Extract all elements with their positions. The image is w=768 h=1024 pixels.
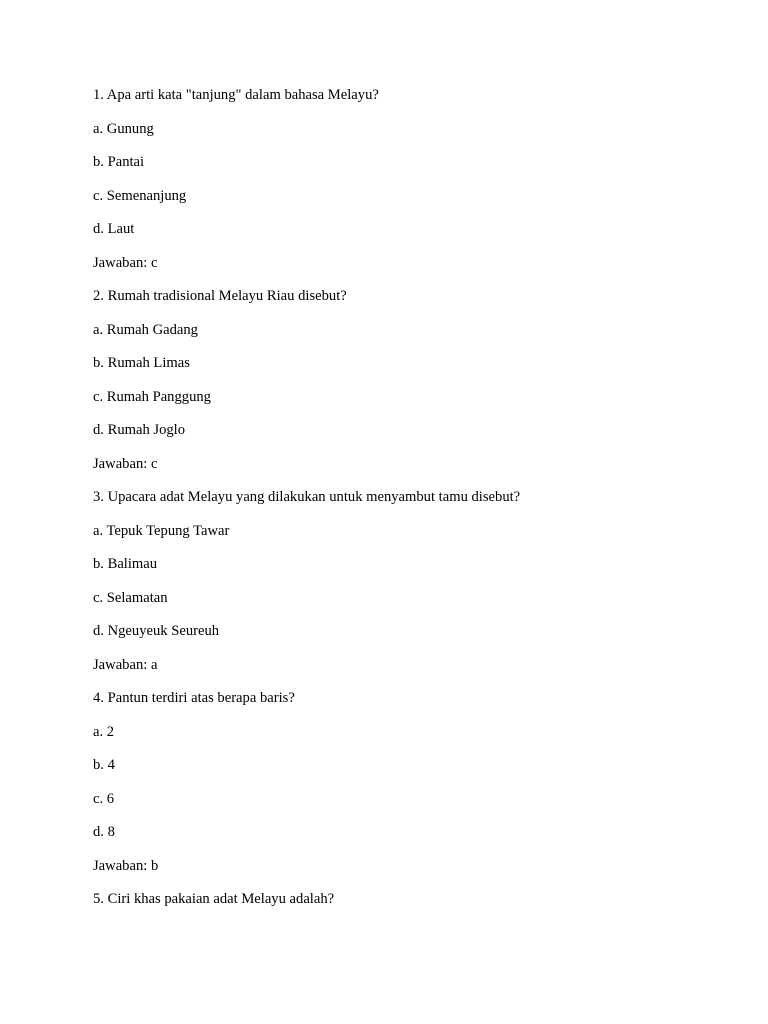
question-3-option-a: a. Tepuk Tepung Tawar (93, 522, 230, 539)
question-1-answer: Jawaban: c (93, 254, 158, 271)
question-4-text: 4. Pantun terdiri atas berapa baris? (93, 690, 295, 706)
question-3-text: 3. Upacara adat Melayu yang dilakukan untuk menyambut tamu disebut? (93, 489, 521, 505)
question-3-answer: Jawaban: a (93, 656, 158, 673)
question-1-option-b: b. Pantai (93, 154, 145, 170)
question-2-option-d: d. Rumah Joglo (93, 422, 186, 438)
question-4-answer: Jawaban: b (93, 857, 159, 874)
question-3-option-d: d. Ngeuyeuk Seureuh (93, 623, 220, 639)
question-1-option-a: a. Gunung (93, 120, 154, 137)
question-4-option-d: d. 8 (93, 824, 115, 840)
question-4-option-c: c. 6 (93, 790, 115, 807)
question-3-option-c: c. Selamatan (93, 589, 168, 606)
question-2-text: 2. Rumah tradisional Melayu Riau disebut? (93, 288, 347, 304)
question-2-option-c: c. Rumah Panggung (93, 388, 211, 405)
question-2-answer: Jawaban: c (93, 455, 158, 472)
question-1-text: 1. Apa arti kata "tanjung" dalam bahasa Melayu? (93, 87, 379, 103)
question-2-option-b: b. Rumah Limas (93, 355, 190, 371)
question-4-option-b: b. 4 (93, 757, 115, 773)
quiz-content (93, 87, 713, 925)
question-1-option-d: d. Laut (93, 221, 135, 237)
question-3-option-b: b. Balimau (93, 556, 158, 572)
question-5-text: 5. Ciri khas pakaian adat Melayu adalah? (93, 891, 335, 907)
question-1-option-c: c. Semenanjung (93, 187, 187, 204)
question-2-option-a: a. Rumah Gadang (93, 321, 198, 338)
question-4-option-a: a. 2 (93, 723, 115, 740)
